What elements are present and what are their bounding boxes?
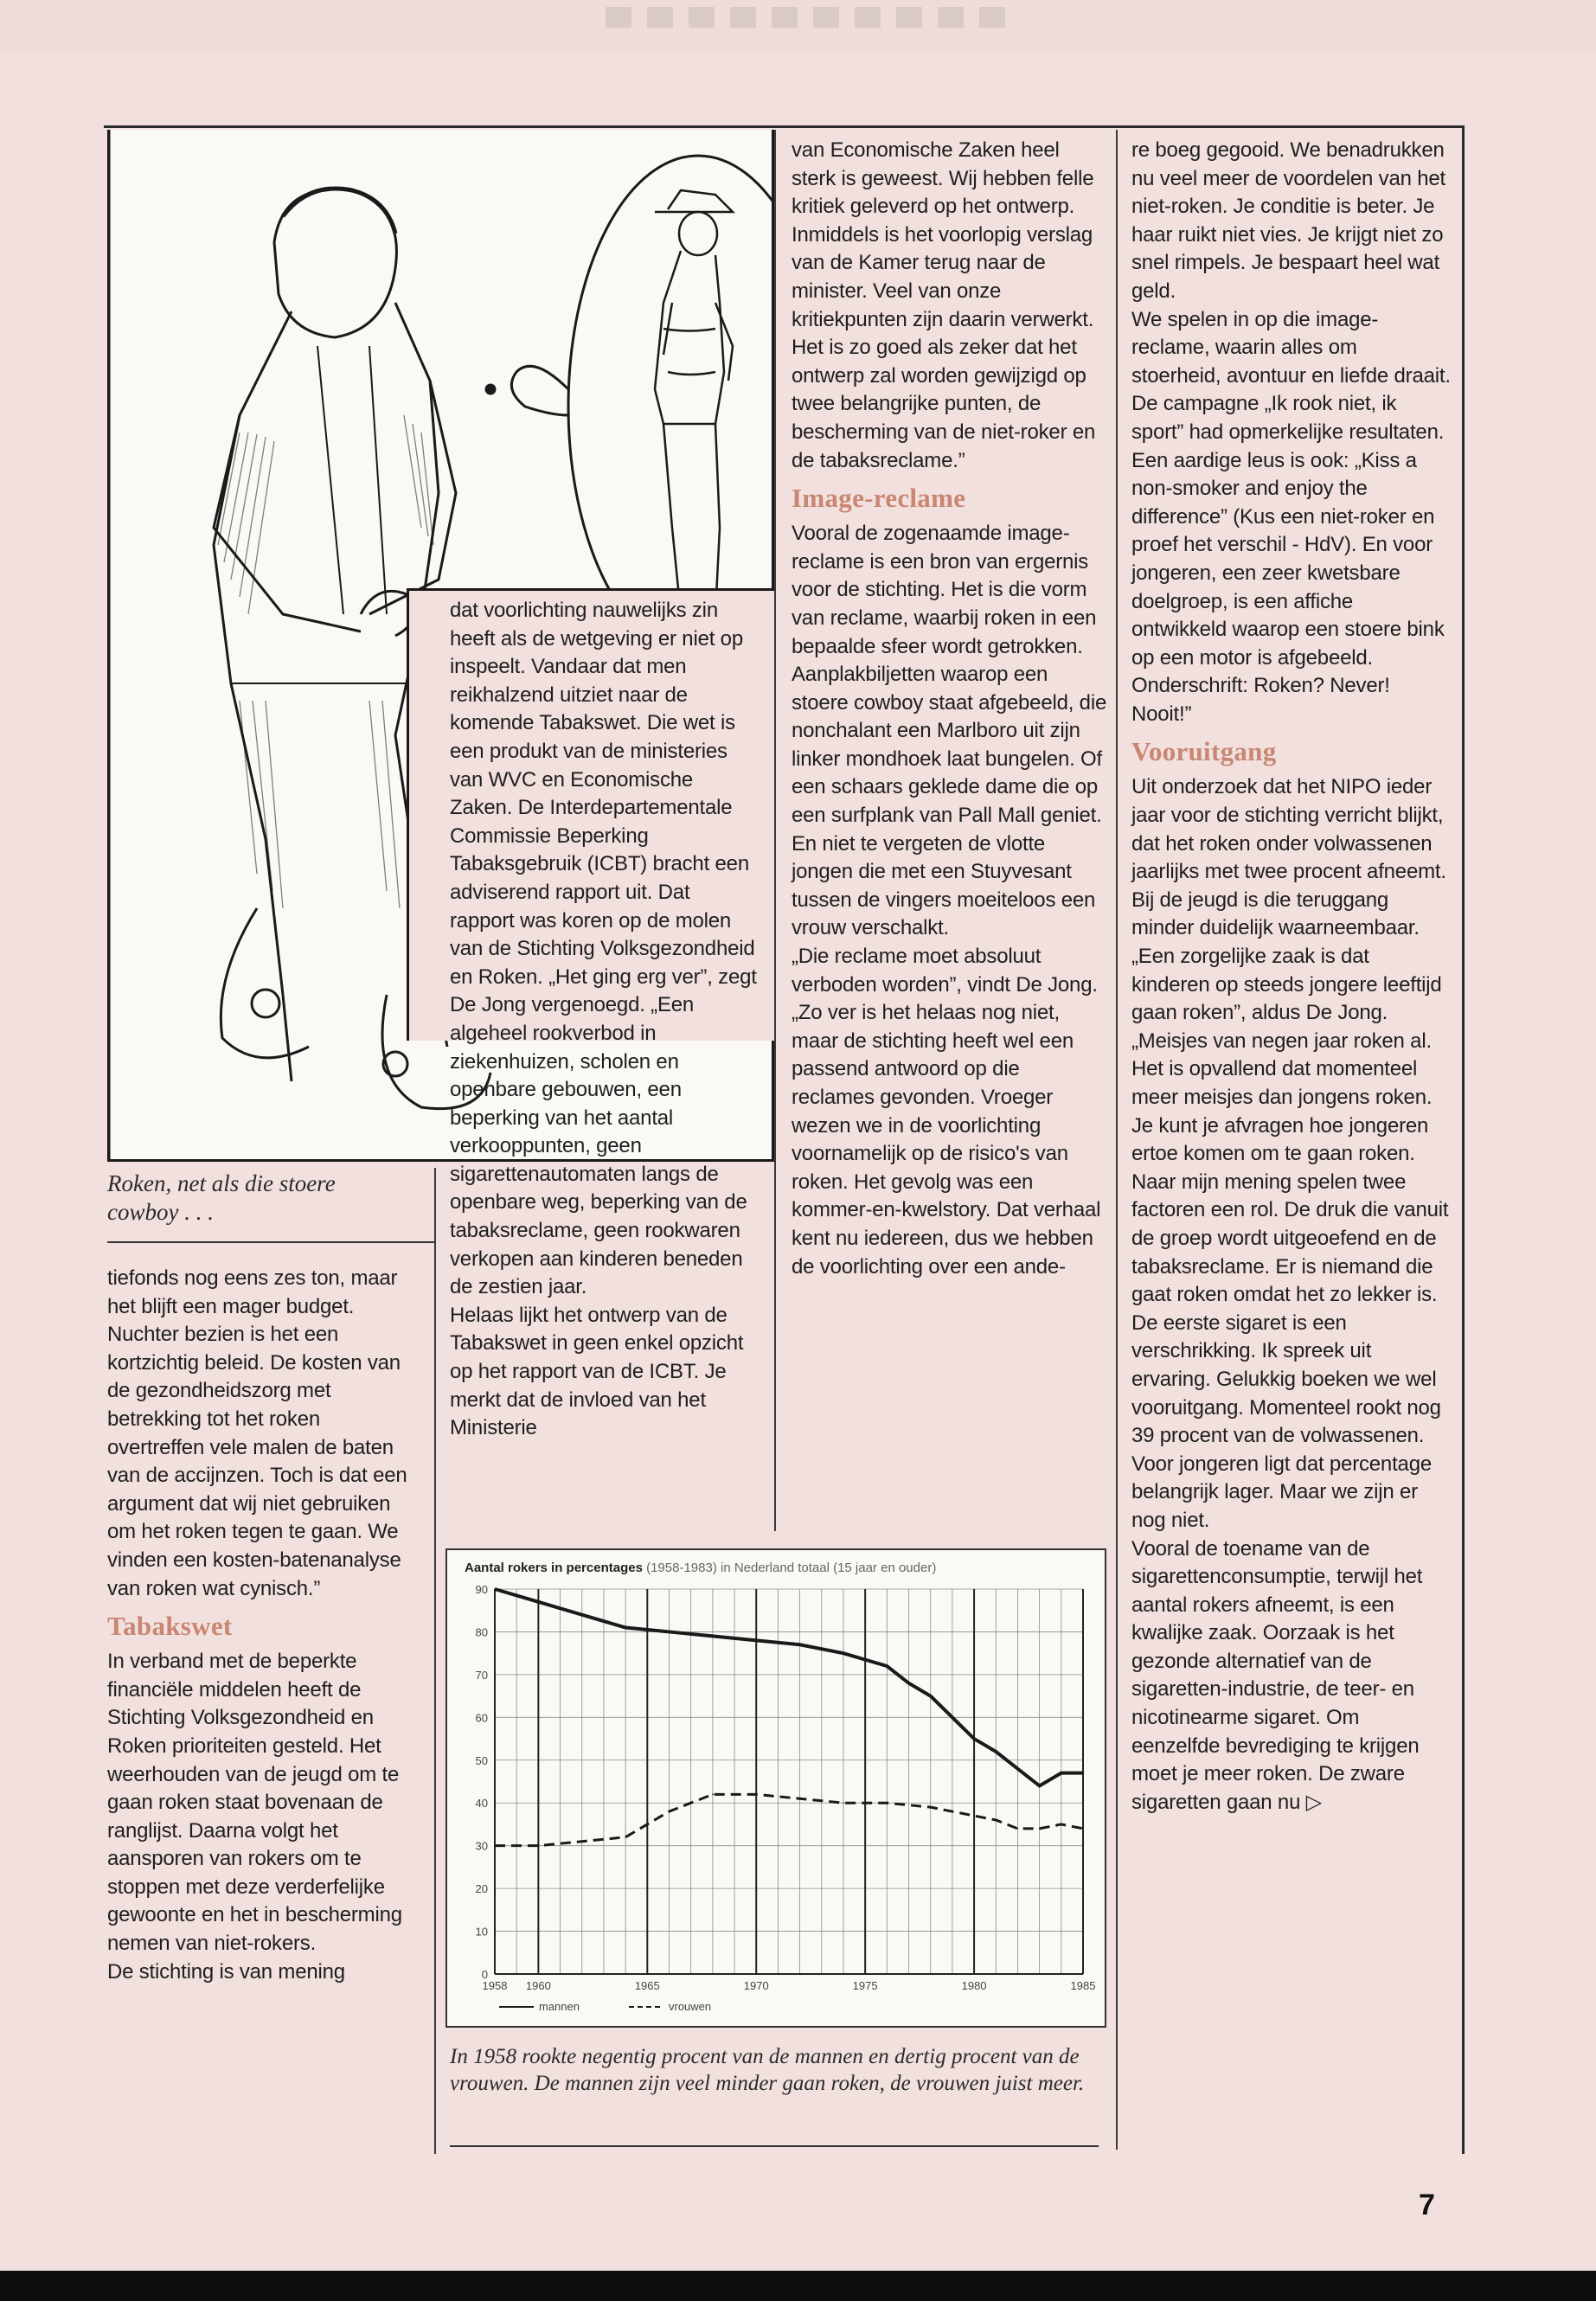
x-tick-label: 1958	[482, 1979, 508, 1992]
column-3	[792, 137, 1107, 1281]
data-point-vrouwen	[995, 1819, 997, 1821]
data-point-vrouwen	[1061, 1823, 1062, 1825]
column-rule	[434, 1168, 436, 2154]
paragraph: Vooral de zogenaamde image-reclame is een bron van ergernis voor de stichting. Het is die vorm van reclame, waarbij roken in een bepaalde sfeer wordt getrokken. Aanplakbiljetten waarop een stoere cowboy staat afgebeeld, die nonchalant een Marlboro uit zijn linker mondhoek laat bungelen. Of een schaars geklede dame die op een surfplank van Pall Mall geniet. En niet te vergeten de vlotte jongen die met een Stuyvesant tussen de vingers moeiteloos een vrouw verschalkt.	[792, 522, 1107, 940]
continue-arrow-icon: ▷	[1305, 1790, 1322, 1814]
data-point-vrouwen	[755, 1794, 757, 1796]
y-tick-label: 30	[475, 1839, 488, 1853]
smokers-chart	[445, 1548, 1106, 2028]
data-point-vrouwen	[1017, 1828, 1019, 1830]
caption-rule	[107, 1241, 436, 1243]
data-point-vrouwen	[669, 1811, 670, 1812]
data-point-mannen	[930, 1695, 932, 1697]
subheading-vooruitgang: Vooruitgang	[1131, 736, 1277, 767]
column-4	[1131, 137, 1452, 1817]
data-point-mannen	[952, 1717, 953, 1719]
chart-title: Aantal rokers in percentages	[465, 1561, 643, 1575]
x-tick-label: 1985	[1070, 1979, 1096, 1992]
series-line-mannen	[495, 1589, 1083, 1785]
paragraph: dat voorlichting nauwelijks zin heeft als de wetgeving er niet op inspeelt. Vandaar dat men reikhalzend uitziet naar de komende Tabakswet. Die wet is een produkt van de ministeries van WVC en Economische Zaken. De Interdepartementale Commissie Beperking Tabaksgebruik (ICBT) bracht een adviserend rapport uit. Dat rapport was koren op de molen van de Stichting Volksgezondheid en Roken. „Het ging erg ver”, zegt De Jong vergenoegd. „Een algeheel rookverbod in ziekenhuizen, scholen en openbare gebouwen, een beperking van het aantal verkooppunten, geen sigarettenautomaten langs de openbare weg, beperking van de tabaksreclame, geen rookwaren verkopen aan kinderen beneden de zestien jaar.	[450, 599, 757, 1299]
column-2	[450, 597, 757, 1443]
data-point-mannen	[494, 1588, 496, 1590]
data-point-mannen	[538, 1601, 540, 1603]
paragraph-text: Vooral de toename van de sigarettenconsumptie, terwijl het aantal rokers afneemt, is een kwalijke zaak. Oorzaak is het gezonde alternatief van de sigaretten-industrie, de teer- en nicotinearme sigaret. Om eenzelfde bevrediging te krijgen moet je meer roken. De zware sigaretten gaan nu	[1131, 1536, 1423, 1814]
data-point-mannen	[1017, 1768, 1019, 1770]
paragraph: We spelen in op die image-reclame, waarin alles om stoerheid, avontuur en liefde draait. De campagne „Ik rook niet, ik sport” had opmerkelijke resultaten. Een aardige leus is ook: „Kiss a non-smoker and enjoy the difference” (Kus een niet-roker en proef het verschil - HdV). En voor jongeren, een zeer kwetsbare doelgroep, is een affiche ontwikkeld waarop een stoere bink op een motor is afgebeeld. Onderschrift: Roken? Never! Nooit!”	[1131, 307, 1451, 726]
y-tick-label: 60	[475, 1711, 488, 1725]
data-point-vrouwen	[1039, 1828, 1041, 1830]
data-point-vrouwen	[494, 1845, 496, 1847]
column-1	[107, 1265, 419, 1986]
data-point-mannen	[625, 1627, 626, 1629]
data-point-vrouwen	[538, 1845, 540, 1847]
y-tick-label: 40	[475, 1797, 488, 1811]
thought-bubble	[486, 156, 772, 657]
y-tick-label: 70	[475, 1668, 488, 1682]
x-tick-label: 1980	[961, 1979, 987, 1992]
data-point-mannen	[669, 1631, 670, 1633]
data-point-vrouwen	[1082, 1828, 1084, 1830]
data-point-vrouwen	[799, 1798, 801, 1799]
data-point-mannen	[973, 1738, 975, 1740]
page-number: 7	[1419, 2189, 1435, 2221]
paragraph: In verband met de beperkte financiële middelen heeft de Stichting Volksgezondheid en Roken prioriteiten gesteld. Het weerhouden van de jeugd om te gaan roken staat bovenaan de ranglijst. Daarna volgt het aansporen van rokers om te stoppen met deze verderfelijke gewoonte en het in bescherming nemen van niet-rokers.	[107, 1650, 402, 1956]
subheading-tabakswet: Tabakswet	[107, 1611, 233, 1642]
frame-top-rule	[104, 125, 1462, 128]
paragraph: Uit onderzoek dat het NIPO ieder jaar voor de stichting verricht blijkt, dat het roken onder volwassenen jaarlijks met twee procent afneemt. Bij de jeugd is die teruggang minder duidelijk waarneembaar. „Een zorgelijke zaak is dat kinderen op steeds jongere leeftijd gaan roken”, aldus De Jong.	[1131, 775, 1446, 1025]
paragraph: „Meisjes van negen jaar roken al. Het is opvallend dat momenteel meer meisjes dan jongens roken.	[1131, 1029, 1433, 1109]
data-point-mannen	[995, 1751, 997, 1753]
paragraph: re boeg gegooid. We benadrukken nu veel meer de voordelen van het niet-roken. Je conditie is beter. Je haar ruikt niet vies. Je krijgt niet zo snel rimpels. Je bespaart heel wat geld.	[1131, 138, 1445, 303]
column-rule	[1116, 130, 1118, 2150]
paragraph: Helaas lijkt het ontwerp van de Tabakswet in geen enkel opzicht op het rapport van de ICBT. Je merkt dat de invloed van het Ministerie	[450, 1303, 744, 1440]
data-point-vrouwen	[930, 1806, 932, 1808]
paragraph	[1131, 1535, 1452, 1817]
chart-caption-rule	[450, 2145, 1099, 2147]
bottom-bar	[0, 2271, 1596, 2301]
legend-label-vrouwen: vrouwen	[669, 2000, 712, 2013]
y-tick-label: 10	[475, 1925, 488, 1939]
paragraph: „Die reclame moet absoluut verboden worden”, vindt De Jong. „Zo ver is het helaas nog niet, maar de stichting heeft wel een passend antwoord op die reclames gevonden. Vroeger wezen we in de voorlichting voornamelijk op de risico's van roken. Het gevolg was een kommer-en-kwelstory. Dat verhaal kent nu iedereen, dus we hebben de voorlichting over een ande-	[792, 945, 1101, 1279]
column-rule	[774, 130, 776, 1531]
y-tick-label: 0	[481, 1968, 488, 1981]
subheading-image-reclame: Image-reclame	[792, 483, 966, 514]
x-tick-label: 1960	[525, 1979, 551, 1992]
data-point-mannen	[887, 1665, 888, 1667]
x-tick-label: 1965	[634, 1979, 660, 1992]
y-tick-label: 20	[475, 1882, 488, 1896]
data-point-vrouwen	[973, 1815, 975, 1817]
chart-plot	[447, 1550, 1105, 2026]
data-point-mannen	[908, 1682, 910, 1684]
data-point-vrouwen	[625, 1836, 626, 1838]
frame-right-rule	[1462, 125, 1465, 2154]
top-bleed	[0, 0, 1596, 52]
paragraph: tiefonds nog eens zes ton, maar het blijft een mager budget. Nuchter bezien is het een kortzichtig beleid. De kosten van de gezondheidszorg met betrekking tot het roken overtreffen vele malen de baten van de accijnzen. Toch is dat een argument dat wij niet gebruiken om het roken tegen te gaan. We vinden een kosten-batenanalyse van roken wat cynisch.”	[107, 1266, 407, 1600]
data-point-vrouwen	[581, 1841, 583, 1843]
chart-caption: In 1958 rookte negentig procent van de mannen en dertig procent van de vrouwen. De mannen zijn veel minder gaan roken, de vrouwen juist meer.	[450, 2045, 1085, 2095]
cowboy-figure	[655, 190, 733, 630]
y-tick-label: 50	[475, 1753, 488, 1767]
y-tick-label: 80	[475, 1625, 488, 1639]
data-point-mannen	[755, 1640, 757, 1642]
paragraph: van Economische Zaken heel sterk is geweest. Wij hebben felle kritiek geleverd op het ontwerp. Inmiddels is het voorlopig verslag van de Kamer terug naar de minister. Veel van onze kritiekpunten zijn daarin verwerkt. Het is zo goed als zeker dat het ontwerp zal worden gewijzigd op twee belangrijke punten, de bescherming van de niet-roker en de tabaksreclame.”	[792, 138, 1096, 472]
chart-subtitle: (1958-1983) in Nederland totaal (15 jaar en ouder)	[646, 1561, 937, 1575]
paragraph: De stichting is van mening	[107, 1959, 345, 1984]
hatching	[218, 415, 433, 908]
data-point-mannen	[1061, 1772, 1062, 1774]
bleed-through-text	[606, 7, 1021, 28]
data-point-mannen	[843, 1652, 844, 1654]
illustration-caption: Roken, net als die stoere cowboy . . .	[107, 1170, 336, 1225]
data-point-vrouwen	[712, 1794, 714, 1796]
paragraph: Je kunt je afvragen hoe jongeren ertoe komen om te gaan roken. Naar mijn mening spelen twee factoren een rol. De druk die vanuit de groep wordt uitgeoefend en de tabaksreclame. Er is niemand die gaat roken omdat het zo lekker is. De eerste sigaret is een verschrikking. Ik spreek uit ervaring. Gelukkig boeken we wel vooruitgang. Momenteel rookt nog 39 procent van de volwassenen. Voor jongeren ligt dat percentage belangrijk lager. Maar we zijn er nog niet.	[1131, 1113, 1449, 1532]
legend-label-mannen: mannen	[539, 2000, 580, 2013]
series-line-vrouwen	[495, 1794, 1083, 1845]
data-point-vrouwen	[843, 1802, 844, 1804]
data-point-mannen	[1039, 1785, 1041, 1787]
x-tick-label: 1970	[743, 1979, 769, 1992]
y-tick-label: 90	[475, 1583, 488, 1596]
data-point-mannen	[581, 1614, 583, 1616]
data-point-mannen	[712, 1636, 714, 1638]
x-tick-label: 1975	[852, 1979, 878, 1992]
data-point-mannen	[1082, 1772, 1084, 1774]
data-point-vrouwen	[887, 1802, 888, 1804]
data-point-mannen	[799, 1644, 801, 1645]
